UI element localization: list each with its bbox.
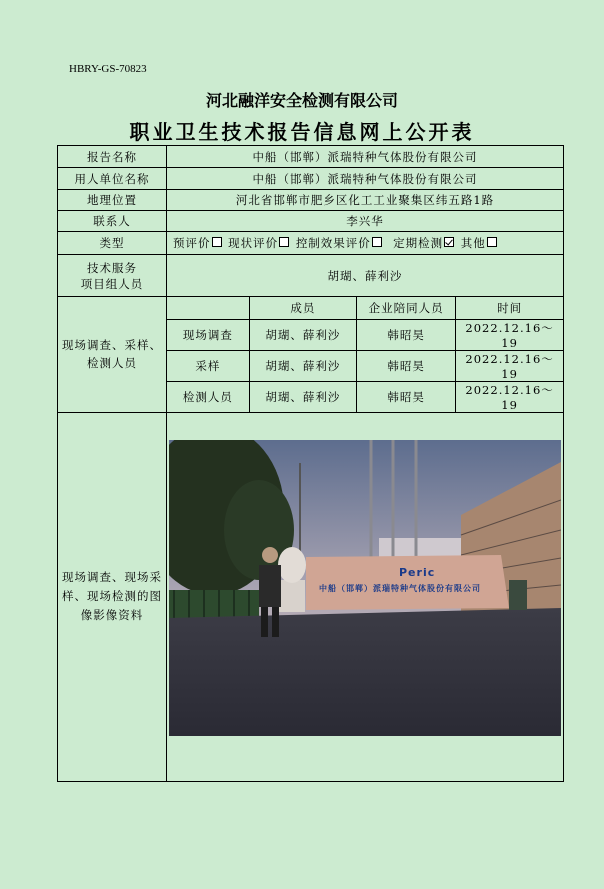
label-personnel: 现场调查、采样、检测人员	[58, 297, 167, 413]
row-personnel	[58, 297, 564, 413]
personnel-row	[167, 381, 563, 412]
personnel-header-role	[167, 297, 249, 319]
personnel-escort: 韩昭昊	[356, 319, 455, 350]
document-code: HBRY-GS-70823	[69, 63, 147, 75]
value-type	[167, 232, 564, 255]
row-employer	[58, 168, 564, 190]
label-images: 现场调查、现场采样、现场检测的图像影像资料	[58, 412, 167, 781]
personnel-header-escort: 企业陪同人员	[356, 297, 455, 319]
personnel-escort: 韩昭昊	[356, 381, 455, 412]
photo-wrapper	[167, 413, 561, 780]
label-leaders-line1: 技术服务	[87, 260, 137, 275]
option-status-evaluation-checkbox[interactable]	[279, 237, 289, 247]
personnel-role: 现场调查	[167, 319, 249, 350]
option-periodic-detection-label: 定期检测	[393, 236, 444, 250]
row-report-name	[58, 146, 564, 168]
personnel-members: 胡瑚、薛利沙	[249, 381, 356, 412]
personnel-table	[167, 297, 563, 412]
personnel-time: 2022.12.16～19	[456, 319, 563, 350]
personnel-row	[167, 350, 563, 381]
row-leaders	[58, 255, 564, 297]
label-report-name: 报告名称	[58, 146, 167, 168]
personnel-members: 胡瑚、薛利沙	[249, 350, 356, 381]
label-employer: 用人单位名称	[58, 168, 167, 190]
label-leaders	[58, 255, 167, 297]
option-other-checkbox[interactable]	[487, 237, 497, 247]
personnel-row	[167, 319, 563, 350]
value-location: 河北省邯郸市肥乡区化工工业聚集区纬五路1路	[167, 190, 564, 211]
personnel-header-members: 成员	[249, 297, 356, 319]
option-pre-evaluation-label: 预评价	[173, 236, 211, 250]
personnel-time: 2022.12.16～19	[456, 350, 563, 381]
label-leaders-line2: 项目组人员	[80, 276, 144, 291]
option-control-effect-label: 控制效果评价	[295, 236, 371, 250]
value-report-name: 中船（邯郸）派瑞特种气体股份有限公司	[167, 146, 564, 168]
personnel-time: 2022.12.16～19	[456, 381, 563, 412]
personnel-escort: 韩昭昊	[356, 350, 455, 381]
option-control-effect-checkbox[interactable]	[372, 237, 382, 247]
sign-logo-text: Peric	[399, 565, 436, 579]
personnel-role: 检测人员	[167, 381, 249, 412]
site-photo	[169, 440, 561, 736]
row-contact	[58, 211, 564, 232]
label-location: 地理位置	[58, 190, 167, 211]
label-contact: 联系人	[58, 211, 167, 232]
personnel-header-row	[167, 297, 563, 319]
company-name: 河北融洋安全检测有限公司	[205, 91, 398, 110]
images-cell	[167, 412, 564, 781]
report-table	[57, 145, 564, 782]
row-location	[58, 190, 564, 211]
row-images	[58, 412, 564, 781]
option-status-evaluation-label: 现状评价	[228, 236, 279, 250]
personnel-role: 采样	[167, 350, 249, 381]
value-employer: 中船（邯郸）派瑞特种气体股份有限公司	[167, 168, 564, 190]
form-title: 职业卫生技术报告信息网上公开表	[129, 120, 475, 144]
personnel-members: 胡瑚、薛利沙	[249, 319, 356, 350]
option-periodic-detection-checkbox[interactable]	[444, 237, 454, 247]
value-leaders: 胡瑚、薛利沙	[167, 255, 564, 297]
option-pre-evaluation-checkbox[interactable]	[212, 237, 222, 247]
option-other-label: 其他	[460, 236, 486, 250]
personnel-header-time: 时间	[456, 297, 563, 319]
label-type: 类型	[58, 232, 167, 255]
sign-text: 中船（邯郸）派瑞特种气体股份有限公司	[319, 583, 481, 593]
value-contact: 李兴华	[167, 211, 564, 232]
row-type	[58, 232, 564, 255]
personnel-grid	[167, 297, 564, 413]
